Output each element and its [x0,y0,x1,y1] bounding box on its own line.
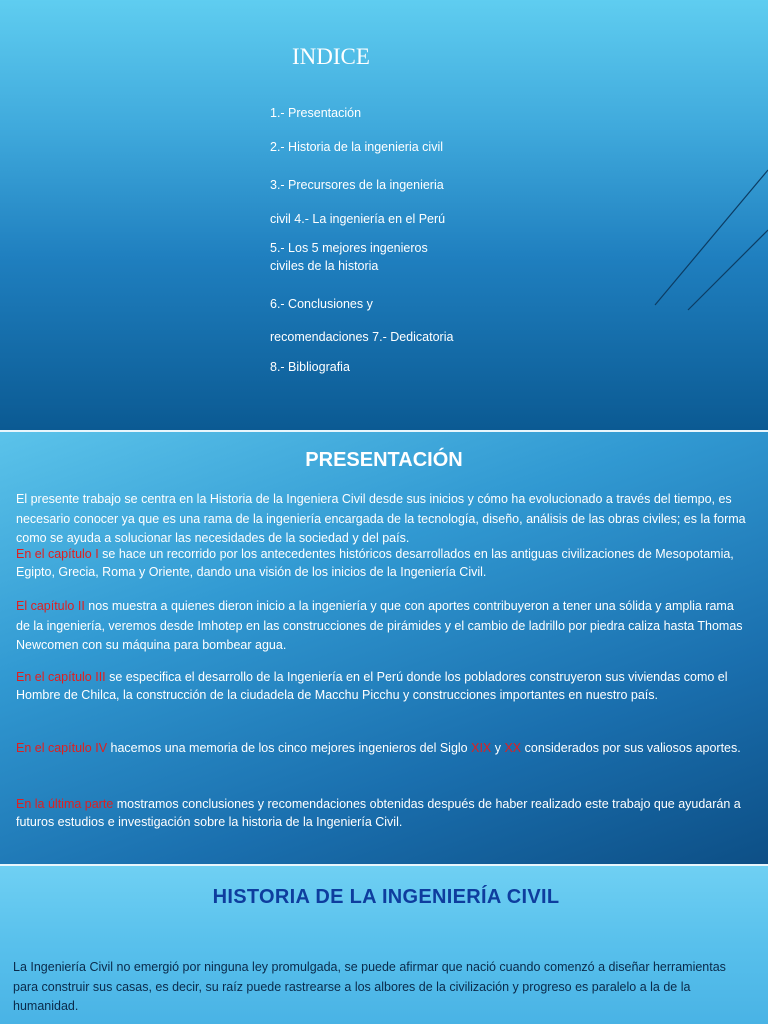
index-item-2: 2.- Historia de la ingenieria civil [270,140,443,154]
paragraph-capitulo-2 [16,597,751,656]
historia-title: HISTORIA DE LA INGENIERÍA CIVIL [212,886,560,908]
capitulo-3-label: En el capítulo III [16,670,106,684]
capitulo-4-y: y [491,741,505,755]
capitulo-2-label: El capítulo II [16,599,85,613]
capitulo-1-label: En el capítulo I [16,547,99,561]
capitulo-1-text: se hace un recorrido por los antecedentes históricos desarrollados en las antiguas civilizaciones de Mesopotamia, Egipto, Grecia, Roma y Oriente, dando una visión de los inicios de la Ingeniería Civil. [16,547,734,579]
index-item-5: 5.- Los 5 mejores ingenieros [270,241,428,255]
capitulo-3-text: se especifica el desarrollo de la Ingeniería en el Perú donde los pobladores construyeron sus viviendas como el Hombre de Chilca, la construcción de la ciudadela de Macchu Picchu y construcciones importantes en nuestro país. [16,670,728,702]
index-item-1: 1.- Presentación [270,106,362,120]
paragraph-capitulo-3 [16,668,751,704]
capitulo-4-text-b: considerados por sus valiosos aportes. [521,741,741,755]
capitulo-2-text: nos muestra a quienes dieron inicio a la ingeniería y que con aportes contribuyeron a tener una sólida y amplia rama de la ingeniería, veremos desde Imhotep en las construcciones de pirámides y el cambio de ladrillo por piedra caliza hasta Thomas Newcomen con su máquina para bombear agua. [16,599,743,652]
index-item-3: 3.- Precursores de la ingenieria [270,178,444,192]
ultima-parte-text: mostramos conclusiones y recomendaciones obtenidas después de haber realizado este trabajo que ayudarán a futuros estudios e investigación sobre la historia de la Ingeniería Civil. [16,797,741,829]
paragraph-capitulo-4 [16,738,751,758]
slide-indice [0,0,768,430]
siglo-xix: XIX [471,741,492,755]
index-item-6: 6.- Conclusiones y [270,297,373,311]
index-item-3-4: civil 4.- La ingeniería en el Perú [270,212,446,226]
capitulo-4-label: En el capítulo IV [16,741,108,755]
siglo-xx: XX [504,741,522,755]
historia-text: La Ingeniería Civil no emergió por ninguna ley promulgada, se puede afirmar que nació cuando comenzó a diseñar herramientas para construir sus casas, es decir, su raíz puede rastrearse a los albores de la civilización y progreso es paralelo a la de la humanidad. [13,960,726,1013]
capitulo-4-text-a: hacemos una memoria de los cinco mejores ingenieros del Siglo [107,741,472,755]
presentacion-title: PRESENTACIÓN [305,449,463,471]
index-item-8: 8.- Bibliografia [270,360,350,374]
paragraph-capitulo-1 [16,545,751,581]
index-item-5-cont: civiles de la historia [270,259,379,273]
index-item-6-7: recomendaciones 7.- Dedicatoria [270,330,454,344]
ultima-parte-label: En la última parte [16,797,114,811]
paragraph-ultima-parte [16,795,751,831]
index-title: INDICE [292,44,370,69]
presentacion-intro: El presente trabajo se centra en la Historia de la Ingeniera Civil desde sus inicios y cómo ha evolucionado a través del tiempo, es necesario conocer ya que es una rama de la ingeniería encargada de la tecnología, diseño, análisis de las obras civiles; es la forma como se ayuda a solucionar las necesidades de la sociedad y del país. [16,492,746,545]
